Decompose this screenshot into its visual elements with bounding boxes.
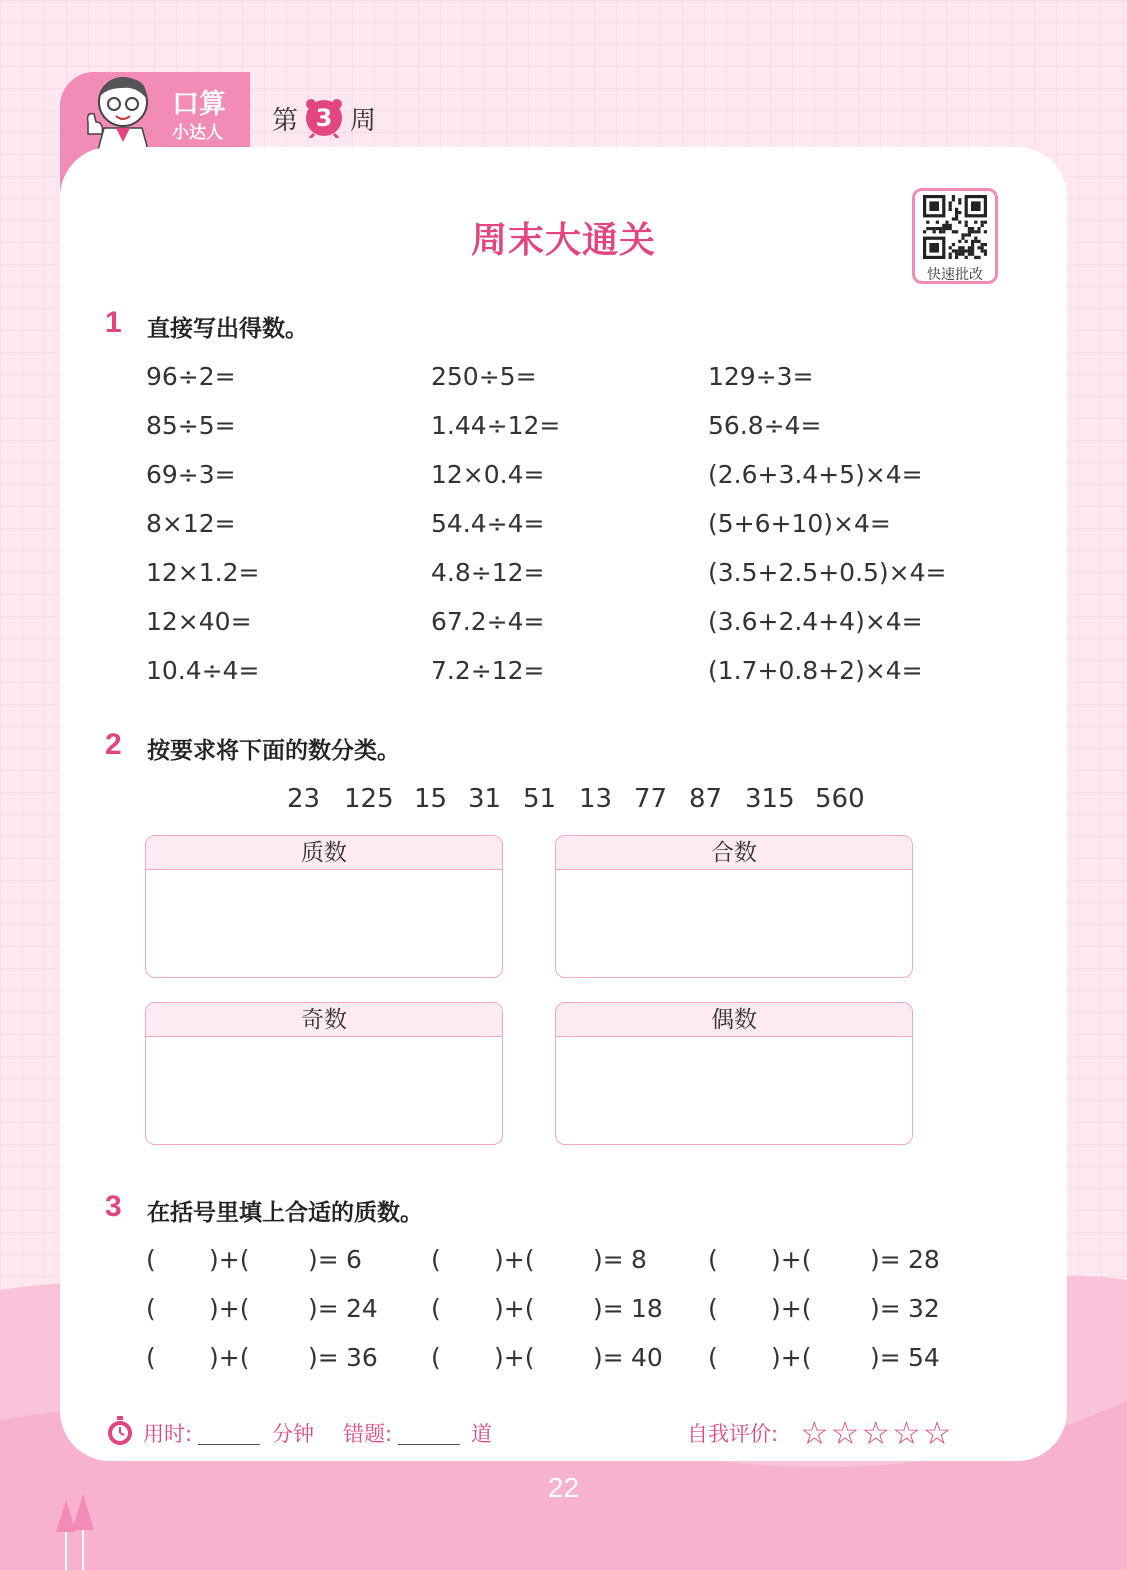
qr-code-icon[interactable] <box>918 194 992 260</box>
sum-value: 24 <box>346 1294 378 1323</box>
question-prompt: 按要求将下面的数分类。 <box>147 738 400 764</box>
number-item: 51 <box>523 784 557 814</box>
week-prefix: 第 <box>272 105 299 136</box>
sum-value: 40 <box>631 1343 663 1372</box>
calculation-item: 96÷2= <box>146 362 236 391</box>
errors-blank[interactable] <box>398 1444 460 1445</box>
calculation-item: (3.6+2.4+4)×4= <box>708 607 923 636</box>
calculation-item: 56.8÷4= <box>708 411 822 440</box>
close-paren-equals: )= <box>870 1294 901 1323</box>
open-paren: ( <box>146 1245 156 1274</box>
question-number: 1 <box>105 306 122 339</box>
calculation-item: 12×1.2= <box>146 558 260 587</box>
close-paren-equals: )= <box>593 1343 624 1372</box>
qr-label: 快速批改 <box>927 267 983 283</box>
number-item: 15 <box>414 784 448 814</box>
close-paren-equals: )= <box>593 1245 624 1274</box>
number-item: 560 <box>815 784 865 814</box>
close-paren-equals: )= <box>593 1294 624 1323</box>
week-indicator <box>272 98 376 138</box>
calculation-item: 250÷5= <box>431 362 537 391</box>
plus-parens: )+( <box>771 1245 812 1274</box>
page-number: 22 <box>547 1472 580 1503</box>
calculation-item: 12×0.4= <box>431 460 545 489</box>
close-paren-equals: )= <box>870 1245 901 1274</box>
time-blank[interactable] <box>198 1444 260 1445</box>
plus-parens: )+( <box>209 1294 250 1323</box>
calculation-item: (5+6+10)×4= <box>708 509 891 538</box>
question-number: 3 <box>105 1190 122 1223</box>
plus-parens: )+( <box>494 1294 535 1323</box>
errors-label: 错题: <box>343 1422 393 1446</box>
brand-title: 口算 <box>172 89 226 120</box>
calculation-item: 54.4÷4= <box>431 509 545 538</box>
week-suffix: 周 <box>350 105 377 136</box>
even-box[interactable] <box>555 1002 913 1145</box>
week-number: 3 <box>306 100 342 136</box>
plus-parens: )+( <box>771 1294 812 1323</box>
open-paren: ( <box>708 1343 718 1372</box>
number-item: 77 <box>634 784 668 814</box>
number-item: 315 <box>745 784 795 814</box>
plus-parens: )+( <box>209 1343 250 1372</box>
stopwatch-icon <box>106 1416 134 1446</box>
sum-value: 36 <box>346 1343 378 1372</box>
close-paren-equals: )= <box>308 1343 339 1372</box>
brand-subtitle: 小达人 <box>172 123 223 143</box>
sum-value: 54 <box>908 1343 940 1372</box>
close-paren-equals: )= <box>870 1343 901 1372</box>
close-paren-equals: )= <box>308 1245 339 1274</box>
errors-unit: 道 <box>471 1422 492 1446</box>
question-number: 2 <box>105 728 122 761</box>
calculation-item: (2.6+3.4+5)×4= <box>708 460 923 489</box>
box-header: 合数 <box>556 836 912 870</box>
box-header: 质数 <box>146 836 502 870</box>
page-title: 周末大通关 <box>470 220 656 261</box>
box-header: 偶数 <box>556 1003 912 1037</box>
calculation-item: 8×12= <box>146 509 236 538</box>
box-header: 奇数 <box>146 1003 502 1037</box>
open-paren: ( <box>708 1245 718 1274</box>
composite-box[interactable] <box>555 835 913 978</box>
open-paren: ( <box>431 1245 441 1274</box>
number-item: 31 <box>468 784 502 814</box>
open-paren: ( <box>146 1294 156 1323</box>
sum-value: 32 <box>908 1294 940 1323</box>
sum-value: 28 <box>908 1245 940 1274</box>
close-paren-equals: )= <box>308 1294 339 1323</box>
calculation-item: 4.8÷12= <box>431 558 545 587</box>
time-label: 用时: <box>143 1422 193 1446</box>
calculation-item: 69÷3= <box>146 460 236 489</box>
mascot-boy-icon <box>78 72 168 150</box>
calculation-item: 10.4÷4= <box>146 656 260 685</box>
calculation-item: 12×40= <box>146 607 252 636</box>
plus-parens: )+( <box>209 1245 250 1274</box>
calculation-item: 7.2÷12= <box>431 656 545 685</box>
calculation-item: 129÷3= <box>708 362 814 391</box>
calculation-item: (1.7+0.8+2)×4= <box>708 656 923 685</box>
sum-value: 18 <box>631 1294 663 1323</box>
alarm-clock-icon <box>302 98 346 138</box>
number-item: 125 <box>344 784 394 814</box>
prime-box[interactable] <box>145 835 503 978</box>
calculation-item: 85÷5= <box>146 411 236 440</box>
number-item: 13 <box>579 784 613 814</box>
question-prompt: 在括号里填上合适的质数。 <box>147 1200 423 1226</box>
number-item: 87 <box>689 784 723 814</box>
rating-label: 自我评价: <box>687 1422 779 1446</box>
plus-parens: )+( <box>771 1343 812 1372</box>
calculation-item: (3.5+2.5+0.5)×4= <box>708 558 947 587</box>
rating-stars[interactable]: ☆☆☆☆☆ <box>800 1414 954 1452</box>
plus-parens: )+( <box>494 1245 535 1274</box>
open-paren: ( <box>431 1294 441 1323</box>
plus-parens: )+( <box>494 1343 535 1372</box>
question-prompt: 直接写出得数。 <box>147 316 308 342</box>
number-item: 23 <box>287 784 321 814</box>
odd-box[interactable] <box>145 1002 503 1145</box>
calculation-item: 67.2÷4= <box>431 607 545 636</box>
sum-value: 6 <box>346 1245 362 1274</box>
calculation-item: 1.44÷12= <box>431 411 561 440</box>
open-paren: ( <box>431 1343 441 1372</box>
time-unit: 分钟 <box>272 1422 314 1446</box>
open-paren: ( <box>708 1294 718 1323</box>
open-paren: ( <box>146 1343 156 1372</box>
sum-value: 8 <box>631 1245 647 1274</box>
